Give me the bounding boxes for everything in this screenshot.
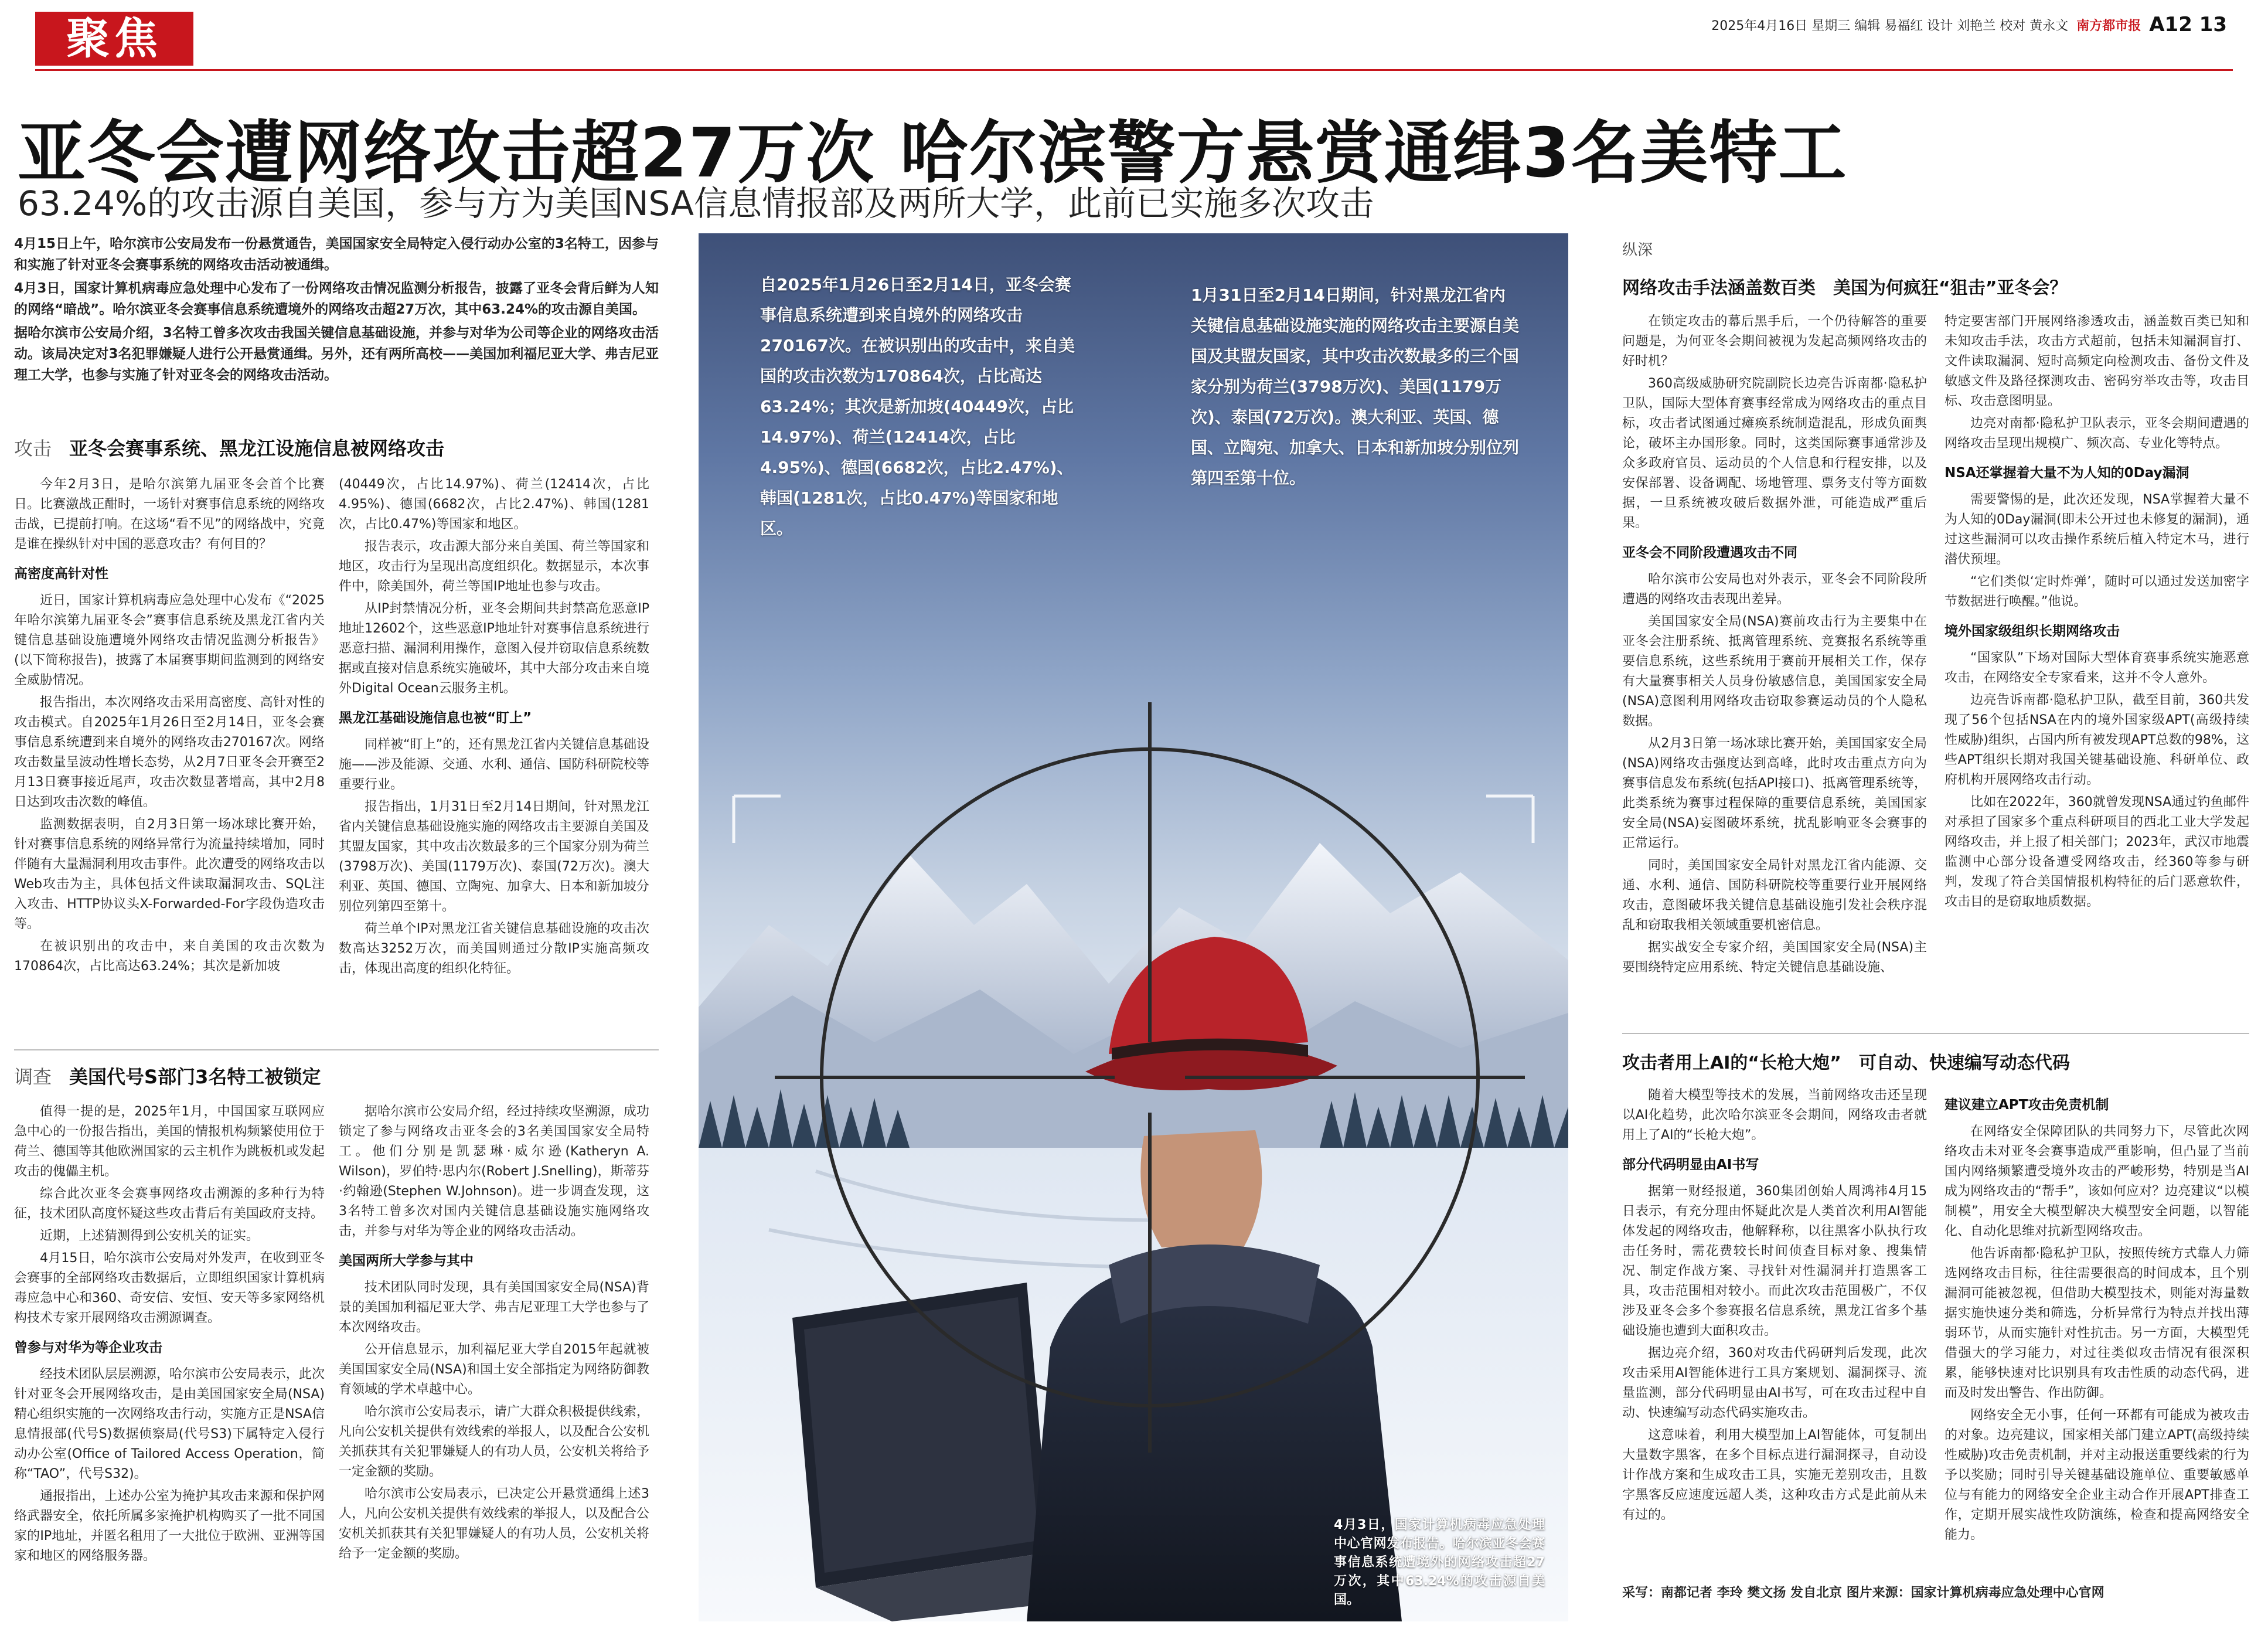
subheading: 高密度高针对性 (14, 566, 108, 582)
section-kicker: 调查 (14, 1066, 52, 1088)
article-column (1945, 312, 2249, 914)
header-rule (35, 69, 2233, 71)
paragraph: 哈尔滨市公安局表示，请广大群众积极提供线索，凡向公安机关提供有效线索的举报人，以及配合公安机关抓获其有关犯罪嫌疑人的有功人员，公安机关将给予一定金额的奖励。 (339, 1405, 649, 1479)
photo-caption: 4月3日，国家计算机病毒应急处理中心官网发布报告。哈尔滨亚冬会赛事信息系统遭境外的网络攻击超27万次，其中63.24%的攻击源自美国。 (1334, 1518, 1545, 1607)
paragraph: 监测数据表明，自2月3日第一场冰球比赛开始，针对赛事信息系统的网络异常行为流量持续增加，同时伴随有大量漏洞利用攻击事件。此次遭受的网络攻击以Web攻击为主，具体包括文件读取漏洞攻击、SQL注入攻击、HTTP协议头X-Forwarded-For字段伪造攻击等。 (14, 817, 325, 931)
paragraph: 值得一提的是，2025年1月，中国国家互联网应急中心的一份报告指出，美国的情报机构频繁使用位于荷兰、德国等其他欧洲国家的云主机作为跳板机或发起攻击的傀儡主机。 (14, 1104, 325, 1179)
paragraph: 报告指出，1月31日至2月14日期间，针对黑龙江省内关键信息基础设施实施的网络攻击主要源自美国及其盟友国家，其中攻击次数最多的三个国家分别为荷兰(3798万次)、美国(1179万次)、泰国(72万次)。澳大利亚、英国、德国、立陶宛、加拿大、日本和新加坡分别位列第四至第十。 (339, 800, 649, 914)
paragraph: 哈尔滨市公安局也对外表示，亚冬会不同阶段所遭遇的网络攻击表现出差异。 (1622, 572, 1927, 607)
section-title: 亚冬会赛事系统、黑龙江设施信息被网络攻击 (69, 437, 445, 460)
paragraph: 随着大模型等技术的发展，当前网络攻击还呈现以AI化趋势，此次哈尔滨亚冬会期间，网络攻击者就用上了AI的“长枪大炮”。 (1622, 1088, 1927, 1142)
paragraph: 报告指出，本次网络攻击采用高密度、高针对性的攻击模式。自2025年1月26日至2月14日，亚冬会赛事信息系统遭到来自境外的网络攻击270167次。网络攻击数量呈波动性增长态势，从2月7日亚冬会开赛至2月13日赛事接近尾声，攻击次数显著增高，其中2月8日达到攻击次数的峰值。 (14, 695, 325, 810)
paragraph: 哈尔滨市公安局表示，已决定公开悬赏通缉上述3人，凡向公安机关提供有效线索的举报人，以及配合公安机关抓获其有关犯罪嫌疑人的有功人员，公安机关将给予一定金额的奖励。 (339, 1487, 649, 1561)
section-header-investigate (14, 1062, 321, 1089)
paragraph: 特定要害部门开展网络渗透攻击，涵盖数百类已知和未知攻击手法，攻击方式超前，包括未知漏洞盲打、文件读取漏洞、短时高频定向检测攻击、备份文件及敏感文件及路径探测攻击、密码穷举攻击等，攻击目标、攻击意图明显。 (1945, 314, 2249, 409)
article-column (14, 475, 325, 979)
frame-corners (734, 796, 1533, 843)
paragraph: 同时，美国国家安全局针对黑龙江省内能源、交通、水利、通信、国防科研院校等重要行业开展网络攻击，意图破坏我关键信息基础设施引发社会秩序混乱和窃取我相关领域重要机密信息。 (1622, 858, 1927, 933)
section-divider (1622, 1033, 2249, 1034)
article-column (1622, 1086, 1927, 1528)
byline-credit: 采写：南都记者 李玲 樊文扬 发自北京 图片来源：国家计算机病毒应急处理中心官网 (1622, 1586, 2104, 1600)
subheading: 境外国家级组织长期网络攻击 (1945, 624, 2120, 639)
subheading: 黑龙江基础设施信息也被“盯上” (339, 710, 532, 726)
paragraph: 公开信息显示，加利福尼亚大学自2015年起就被美国国家安全局(NSA)和国土安全部指定为网络防御教育领域的学术卓越中心。 (339, 1342, 649, 1397)
paragraph: 从IP封禁情况分析，亚冬会期间共封禁高危恶意IP地址12602个，这些恶意IP地址针对赛事信息系统进行恶意扫描、漏洞利用操作，意图入侵并窃取信息系统数据或直接对信息系统实施破坏，其中大部分攻击来自境外Digital Ocean云服务主机。 (339, 601, 649, 696)
lead-paragraph: 4月15日上午，哈尔滨市公安局发布一份悬赏通告，美国国家安全局特定入侵行动办公室的3名特工，因参与和实施了针对亚冬会赛事系统的网络攻击活动被通缉。 (14, 236, 659, 273)
overlay-stat-right: 1月31日至2月14日期间，针对黑龙江省内关键信息基础设施实施的网络攻击主要源自美国及其盟友国家，其中攻击次数最多的三个国家分别为荷兰(3798万次)、美国(1179万次)、泰国(72万次)。澳大利亚、英国、德国、立陶宛、加拿大、日本和新加坡分别位列第四至第十位。 (1191, 285, 1520, 488)
paragraph: 今年2月3日，是哈尔滨第九届亚冬会首个比赛日。比赛激战正酣时，一场针对赛事信息系统的网络攻击战，已提前打响。在这场“看不见”的网络战中，究竟是谁在操纵针对中国的恶意攻击？有何目的？ (14, 477, 325, 552)
article-column (1945, 1086, 2249, 1548)
paragraph: 综合此次亚冬会赛事网络攻击溯源的多种行为特征，技术团队高度怀疑这些攻击背后有美国政府支持。 (14, 1186, 325, 1221)
paragraph: 边亮告诉南都·隐私护卫队，截至目前，360共发现了56个包括NSA在内的境外国家级APT(高级持续性威胁)组织，占国内所有被发现APT总数的98%，这些APT组织长期对我国关键基础设施、科研单位、政府机构开展网络攻击行动。 (1945, 693, 2249, 787)
subheading: 曾参与对华为等企业攻击 (14, 1340, 162, 1355)
paragraph: 近日，国家计算机病毒应急处理中心发布《“2025年哈尔滨第九届亚冬会”赛事信息系统及黑龙江省内关键信息基础设施遭境外网络攻击情况监测分析报告》(以下简称报告)，披露了本届赛事期间监测到的网络安全威胁情况。 (14, 593, 325, 688)
paper-logo: 南方都市报 (2076, 18, 2141, 33)
subheading: 部分代码明显由AI书写 (1622, 1157, 1759, 1172)
paragraph: 在被识别出的攻击中，来自美国的攻击次数为170864次，占比高达63.24%；其次是新加坡 (14, 939, 325, 974)
section-title: 美国代号S部门3名特工被锁定 (69, 1066, 321, 1088)
subheading: NSA还掌握着大量不为人知的0Day漏洞 (1945, 465, 2189, 481)
paragraph: 据第一财经报道，360集团创始人周鸿祎4月15日表示，有充分理由怀疑此次是人类首次利用AI智能体发起的网络攻击，他解释称，以往黑客小队执行攻击任务时，需花费较长时间侦查目标对象、搜集情况、制定作战方案、寻找针对性漏洞并打造黑客工具，攻击范围相对较小。而此次攻击范围极广，不仅涉及亚冬会多个参赛报名信息系统，黑龙江省多个基础设施也遭到大面积攻击。 (1622, 1184, 1927, 1338)
section-header-attack (14, 434, 444, 461)
section-kicker-deep: 纵深 (1622, 242, 1653, 259)
page-meta (1711, 13, 2227, 36)
article-column (1622, 312, 1927, 980)
paragraph: 在网络安全保障团队的共同努力下，尽管此次网络攻击未对亚冬会赛事造成严重影响，但凸显了当前国内网络频繁遭受境外攻击的严峻形势，特别是当AI成为网络攻击的“帮手”，该如何应对？边亮建议“以模制模”，用安全大模型解决大模型安全问题，以智能化、自动化思维对抗新型网络攻击。 (1945, 1124, 2249, 1239)
paragraph: 在锁定攻击的幕后黑手后，一个仍待解答的重要问题是，为何亚冬会期间被视为发起高频网络攻击的好时机？ (1622, 314, 1927, 369)
paragraph: “国家队”下场对国际大型体育赛事系统实施恶意攻击，在网络安全专家看来，这并不令人意外。 (1945, 651, 2249, 685)
feature-illustration (699, 233, 1568, 1621)
article-column (339, 475, 649, 981)
paragraph: 4月15日，哈尔滨市公安局对外发声，在收到亚冬会赛事的全部网络攻击数据后，立即组织国家计算机病毒应急中心和360、奇安信、安恒、安天等多家网络机构技术专家开展网络攻击溯源调查。 (14, 1251, 325, 1325)
lead-paragraph: 4月3日，国家计算机病毒应急处理中心发布了一份网络攻击情况监测分析报告，披露了亚冬会背后鲜为人知的网络“暗战”。哈尔滨亚冬会赛事信息系统遭境外的网络攻击超27万次，其中63.24%的攻击源自美国。 (14, 281, 659, 317)
subheading: 美国两所大学参与其中 (339, 1253, 474, 1269)
page-number: A12 13 (2149, 13, 2227, 36)
headline: 亚冬会遭网络攻击超27万次 哈尔滨警方悬赏通缉3名美特工 (18, 114, 1848, 193)
section-tag: 聚焦 (35, 12, 193, 66)
subheading: 亚冬会不同阶段遭遇攻击不同 (1622, 545, 1797, 560)
section-header-ai: 攻击者用上AI的“长枪大炮” 可自动、快速编写动态代码 (1622, 1053, 2070, 1073)
paragraph: 报告表示，攻击源大部分来自美国、荷兰等国家和地区，攻击行为呈现出高度组织化。数据显示，本次事件中，除美国外，荷兰等国IP地址也参与攻击。 (339, 539, 649, 594)
section-header-deep: 网络攻击手法涵盖数百类 美国为何疯狂“狙击”亚冬会？ (1622, 278, 2068, 298)
section-kicker: 攻击 (14, 437, 52, 460)
subheadline: 63.24%的攻击源自美国，参与方为美国NSA信息情报部及两所大学，此前已实施多次攻击 (18, 183, 1374, 223)
paragraph: 这意味着，利用大模型加上AI智能体，可复制出大量数字黑客，在多个目标点进行漏洞探寻，自动设计作战方案和生成攻击工具，实施无差别攻击，且数字黑客反应速度远超人类，这种攻击方式是此前从未有过的。 (1622, 1428, 1927, 1522)
paragraph: (40449次，占比14.97%)、荷兰(12414次，占比4.95%)、德国(6682次，占比2.47%)、韩国(1281次，占比0.47%)等国家和地区。 (339, 477, 649, 532)
article-column (14, 1102, 325, 1569)
paragraph: 通报指出，上述办公室为掩护其攻击来源和保护网络武器安全，依托所属多家掩护机构购买了一批不同国家的IP地址，并匿名租用了一大批位于欧洲、亚洲等国家和地区的网络服务器。 (14, 1489, 325, 1563)
lead-block (14, 233, 659, 388)
paragraph: 据哈尔滨市公安局介绍，经过持续攻坚溯源，成功锁定了参与网络攻击亚冬会的3名美国国家安全局特工。他们分别是凯瑟琳·威尔逊(Katheryn A. Wilson)，罗伯特·思内尔(Robert J.Snelling)，斯蒂芬·约翰逊(Stephen W.Johnson)。进一步调查发现，这3名特工曾多次对国内关键信息基础设施实施网络攻击，并参与对华为等企业的网络攻击活动。 (339, 1104, 649, 1239)
paragraph: 网络安全无小事，任何一环都有可能成为被攻击的对象。边亮建议，国家相关部门建立APT(高级持续性威胁)攻击免责机制，并对主动报送重要线索的行为予以奖励；同时引导关键基础设施单位、重要敏感单位与有能力的网络安全企业主动合作开展APT排查工作，定期开展实战性攻防演练，检查和提高网络安全能力。 (1945, 1408, 2249, 1542)
subheading: 建议建立APT攻击免责机制 (1945, 1097, 2109, 1113)
paragraph: 经技术团队层层溯源，哈尔滨市公安局表示，此次针对亚冬会开展网络攻击，是由美国国家安全局(NSA)精心组织实施的一次网络攻击行动，实施方正是NSA信息情报部(代号S)数据侦察局(代号S3)下属特定入侵行动办公室(Office of Tailored Access Operation，简称“TAO”，代号S32)。 (14, 1367, 325, 1481)
paragraph: 360高级威胁研究院副院长边亮告诉南都·隐私护卫队，国际大型体育赛事经常成为网络攻击的重点目标，攻击者试图通过瘫痪系统制造混乱，形成负面舆论，破坏主办国形象。同时，这类国际赛事通常涉及众多政府官员、运动员的个人信息和行程安排，以及安保部署、设备调配、场地管理、票务支付等方面数据，一旦系统被攻破后数据外泄，可能造成严重后果。 (1622, 376, 1927, 531)
paragraph: 同样被“盯上”的，还有黑龙江省内关键信息基础设施——涉及能源、交通、水利、通信、国防科研院校等重要行业。 (339, 737, 649, 792)
section-divider (14, 1049, 659, 1050)
article-column (339, 1102, 649, 1566)
overlay-stat-left: 自2025年1月26日至2月14日，亚冬会赛事信息系统遭到来自境外的网络攻击270167次。在被识别出的攻击中，来自美国的攻击次数为170864次，占比高达63.24%；其次是新加坡(40449次，占比14.97%)、荷兰(12414次，占比4.95%)、德国(6682次，占比2.47%)、韩国(1281次，占比0.47%)等国家和地区。 (760, 275, 1075, 538)
paragraph: 荷兰单个IP对黑龙江省关键信息基础设施的攻击次数高达3252万次，而美国则通过分散IP实施高频攻击，体现出高度的组织化特征。 (339, 921, 649, 976)
paragraph: 边亮对南都·隐私护卫队表示，亚冬会期间遭遇的网络攻击呈现出规模广、频次高、专业化等特点。 (1945, 416, 2249, 451)
paragraph: 据实战安全专家介绍，美国国家安全局(NSA)主要围绕特定应用系统、特定关键信息基础设施、 (1622, 940, 1927, 975)
paragraph: 近期，上述猜测得到公安机关的证实。 (40, 1229, 260, 1243)
lead-paragraph: 据哈尔滨市公安局介绍，3名特工曾多次攻击我国关键信息基础设施，并参与对华为公司等企业的网络攻击活动。该局决定对3名犯罪嫌疑人进行公开悬赏通缉。另外，还有两所高校——美国加利福尼亚大学、弗吉尼亚理工大学，也参与实施了针对亚冬会的网络攻击活动。 (14, 325, 659, 383)
paragraph: 技术团队同时发现，具有美国国家安全局(NSA)背景的美国加利福尼亚大学、弗吉尼亚理工大学也参与了本次网络攻击。 (339, 1280, 649, 1335)
paragraph: 据边亮介绍，360对攻击代码研判后发现，此次攻击采用AI智能体进行工具方案规划、漏洞探寻、流量监测，部分代码明显由AI书写，可在攻击过程中自动、快速编写动态代码实施攻击。 (1622, 1346, 1927, 1420)
paragraph: 美国国家安全局(NSA)赛前攻击行为主要集中在亚冬会注册系统、抵离管理系统、竞赛报名系统等重要信息系统，这些系统用于赛前开展相关工作，保存有大量赛事相关人员身份敏感信息，美国国家安全局(NSA)意图利用网络攻击窃取参赛运动员的个人隐私数据。 (1622, 614, 1927, 729)
edition-info: 2025年4月16日 星期三 编辑 易福红 设计 刘艳兰 校对 黄永文 (1711, 18, 2069, 33)
paragraph: 从2月3日第一场冰球比赛开始，美国国家安全局(NSA)网络攻击强度达到高峰，此时攻击重点方向为赛事信息发布系统(包括API接口)、抵离管理系统等，此类系统为赛事过程保障的重要信息系统，美国国家安全局(NSA)妄图破坏系统，扰乱影响亚冬会赛事的正常运行。 (1622, 736, 1927, 851)
paragraph: 需要警惕的是，此次还发现，NSA掌握着大量不为人知的0Day漏洞(即未公开过也未修复的漏洞)，通过这些漏洞可以攻击操作系统后植入特定木马，进行潜伏预埋。 (1945, 492, 2249, 567)
paragraph: 他告诉南都·隐私护卫队，按照传统方式靠人力筛选网络攻击目标，往往需要很高的时间成本，且个别漏洞可能被忽视，但借助大模型技术，则能对海量数据实施快速分类和筛选，分析异常行为特点并找出薄弱环节，从而实施针对性抗击。另一方面，大模型凭借强大的学习能力，对过往类似攻击情况有很深积累，能够快速对比识别具有攻击性质的动态代码，进而及时发出警告、作出防御。 (1945, 1246, 2249, 1400)
paragraph: 比如在2022年，360就曾发现NSA通过钓鱼邮件对承担了国家多个重点科研项目的西北工业大学发起网络攻击，并上报了相关部门；2023年，武汉市地震监测中心部分设备遭受网络攻击，经360等参与研判，发现了符合美国情报机构特征的后门恶意软件，攻击目的是窃取地质数据。 (1945, 795, 2249, 909)
paragraph: “它们类似‘定时炸弹’，随时可以通过发送加密字节数据进行唤醒。”他说。 (1945, 574, 2249, 609)
